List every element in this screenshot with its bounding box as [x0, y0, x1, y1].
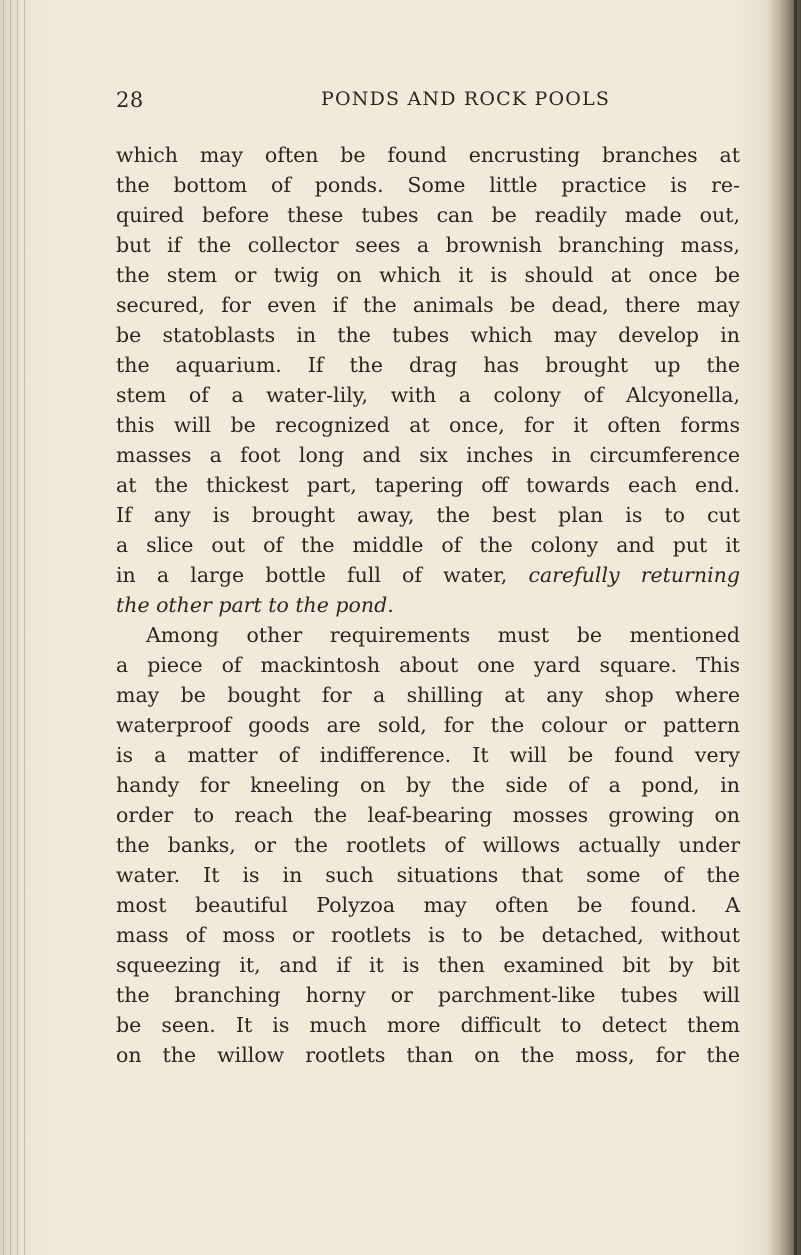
text-segment: in a large bottle full of water,	[116, 563, 508, 587]
italic-segment: carefully returning	[528, 563, 740, 587]
text-line: secured, for even if the animals be dead, there may	[116, 293, 740, 317]
text-line: handy for kneeling on by the side of a pond, in	[116, 773, 740, 797]
text-line-mixed	[116, 560, 740, 590]
text-line: a piece of mackintosh about one yard square. This	[116, 653, 740, 677]
text-line: masses a foot long and six inches in circumference	[116, 443, 740, 467]
text-line: the stem or twig on which it is should at once be	[116, 263, 740, 287]
text-line: be statoblasts in the tubes which may develop in	[116, 323, 740, 347]
text-line: stem of a water-lily, with a colony of Alcyonella,	[116, 383, 740, 407]
text-line: the bottom of ponds. Some little practice is re-	[116, 173, 740, 197]
paragraph-start-line: Among other requirements must be mentioned	[146, 623, 740, 647]
text-line: water. It is in such situations that some of the	[116, 863, 740, 887]
text-line: quired before these tubes can be readily made out,	[116, 203, 740, 227]
text-line: If any is brought away, the best plan is to cut	[116, 503, 740, 527]
text-line: but if the collector sees a brownish branching mass,	[116, 233, 740, 257]
text-line-italic: the other part to the pond.	[116, 593, 394, 617]
text-line: waterproof goods are sold, for the colour or pattern	[116, 713, 740, 737]
text-line: which may often be found encrusting branches at	[116, 143, 740, 167]
text-line: at the thickest part, tapering off towards each end.	[116, 473, 740, 497]
text-line: this will be recognized at once, for it often forms	[116, 413, 740, 437]
text-line: order to reach the leaf-bearing mosses growing on	[116, 803, 740, 827]
text-line: the aquarium. If the drag has brought up the	[116, 353, 740, 377]
text-line: be seen. It is much more difficult to detect them	[116, 1013, 740, 1037]
text-line: the banks, or the rootlets of willows actually under	[116, 833, 740, 857]
running-title: PONDS AND ROCK POOLS	[321, 88, 611, 110]
body-text	[116, 140, 740, 1070]
text-line: mass of moss or rootlets is to be detached, without	[116, 923, 740, 947]
text-line: may be bought for a shilling at any shop where	[116, 683, 740, 707]
text-line: a slice out of the middle of the colony and put it	[116, 533, 740, 557]
text-line: is a matter of indifference. It will be found very	[116, 743, 740, 767]
text-line: the branching horny or parchment-like tubes will	[116, 983, 740, 1007]
text-line: squeezing it, and if it is then examined bit by bit	[116, 953, 740, 977]
page-header	[116, 88, 716, 118]
page-number: 28	[116, 88, 144, 112]
page-edge	[794, 0, 797, 1255]
text-line: on the willow rootlets than on the moss, for the	[116, 1043, 740, 1067]
page-gutter-shadow	[0, 0, 30, 1255]
text-line: most beautiful Polyzoa may often be found. A	[116, 893, 740, 917]
